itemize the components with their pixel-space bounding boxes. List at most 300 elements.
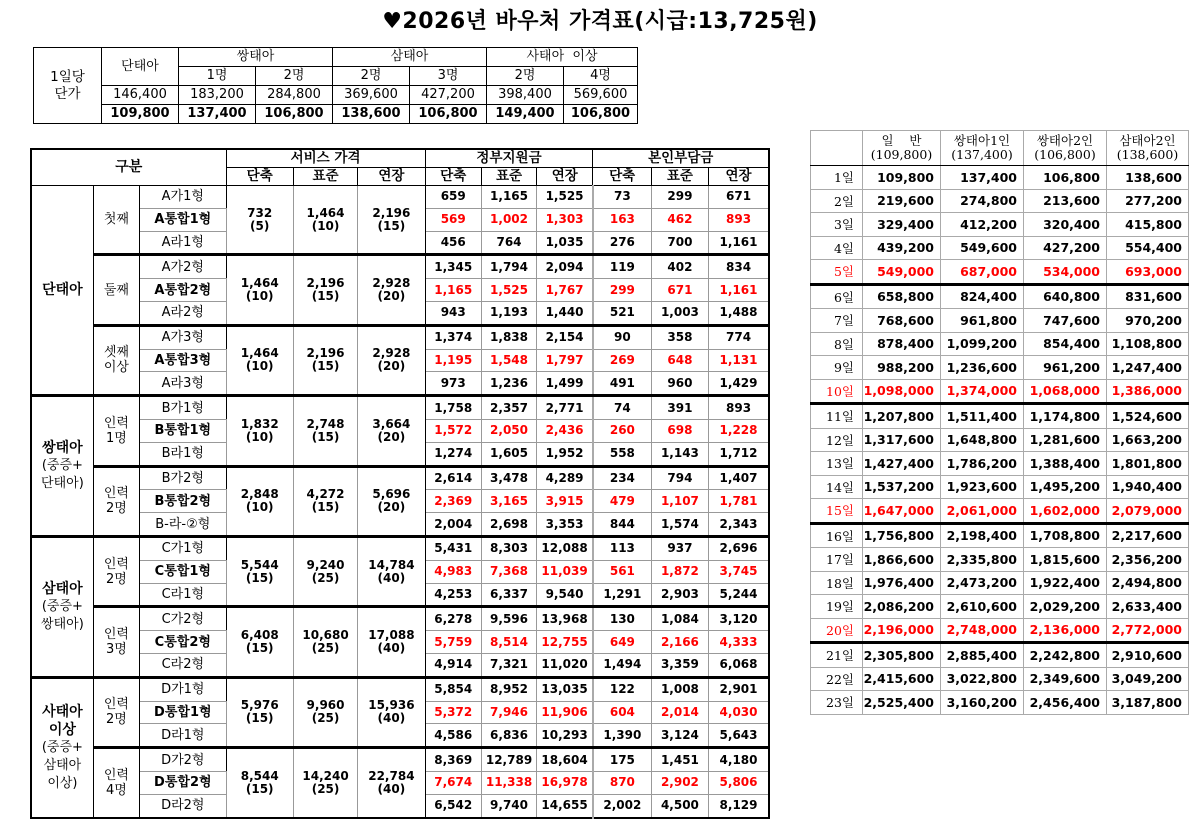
price-amount: 2,196 xyxy=(372,205,411,220)
gov-support-cell: 8,303 xyxy=(481,536,536,560)
cumulative-value: 427,200 xyxy=(1024,236,1107,260)
corner-cell xyxy=(811,131,863,166)
group-sublabel-line: 이상) xyxy=(47,775,78,791)
gov-support-cell: 1,345 xyxy=(425,255,481,279)
header-service-price: 서비스 가격 xyxy=(226,149,425,168)
cumulative-value: 277,200 xyxy=(1107,189,1189,213)
cumulative-value: 747,600 xyxy=(1024,309,1107,333)
gov-support-cell: 2,436 xyxy=(537,419,593,442)
cumulative-value: 687,000 xyxy=(941,260,1024,285)
gov-support-cell: 11,906 xyxy=(537,701,593,724)
day-label: 13일 xyxy=(811,452,863,476)
service-price xyxy=(226,677,293,747)
cumulative-value: 3,160,200 xyxy=(941,691,1024,715)
self-pay-cell: 3,124 xyxy=(651,724,708,748)
table-row xyxy=(31,677,769,701)
column-header-label: 쌍태아2인 xyxy=(1036,133,1094,148)
price-hours: (15) xyxy=(245,781,274,796)
price-cell: 369,600 xyxy=(333,86,410,105)
sub-header: 3명 xyxy=(410,67,487,86)
gov-support-cell: 569 xyxy=(425,208,481,231)
block-label-line: 4명 xyxy=(106,782,127,798)
gov-support-cell: 2,094 xyxy=(537,255,593,279)
service-price xyxy=(226,536,293,606)
gov-support-cell: 13,035 xyxy=(537,677,593,701)
column-header-base: (137,400) xyxy=(951,147,1013,162)
cumulative-value: 824,400 xyxy=(941,284,1024,309)
block-label xyxy=(93,466,139,536)
table-row xyxy=(31,607,769,631)
gov-support-cell: 1,236 xyxy=(481,372,536,396)
gov-support-cell: 8,369 xyxy=(425,748,481,772)
cumulative-value: 1,524,600 xyxy=(1107,404,1189,429)
price-amount: 9,240 xyxy=(306,557,345,572)
price-amount: 15,936 xyxy=(368,698,415,713)
gov-support-cell: 3,165 xyxy=(481,490,536,513)
gov-support-cell: 5,759 xyxy=(425,631,481,654)
group-label xyxy=(31,396,93,537)
cumulative-value: 1,374,000 xyxy=(941,379,1024,404)
gov-support-cell: 1,165 xyxy=(481,186,536,209)
self-pay-cell: 491 xyxy=(593,372,651,396)
service-price xyxy=(226,607,293,677)
self-pay-cell: 1,143 xyxy=(651,442,708,466)
price-amount: 5,544 xyxy=(240,557,279,572)
service-price xyxy=(358,466,425,536)
cumulative-value: 1,663,200 xyxy=(1107,428,1189,452)
self-pay-cell: 1,712 xyxy=(709,442,769,466)
price-hours: (15) xyxy=(245,570,274,585)
self-pay-cell: 1,003 xyxy=(651,301,708,325)
cumulative-value: 640,800 xyxy=(1024,284,1107,309)
col-standard: 표준 xyxy=(651,168,708,186)
gov-support-cell: 10,293 xyxy=(537,724,593,748)
gov-support-cell: 5,854 xyxy=(425,677,481,701)
cumulative-value: 1,648,800 xyxy=(941,428,1024,452)
gov-support-cell: 4,586 xyxy=(425,724,481,748)
price-amount: 17,088 xyxy=(368,628,415,643)
price-row-full xyxy=(34,86,638,105)
service-price xyxy=(358,186,425,255)
price-cell: 138,600 xyxy=(333,105,410,124)
block-label xyxy=(93,607,139,677)
type-name: C라2형 xyxy=(140,653,226,677)
price-hours: (10) xyxy=(245,289,274,304)
block-label-line: 인력 xyxy=(103,627,129,643)
cumulative-value: 1,815,600 xyxy=(1024,548,1107,572)
cumulative-value: 1,281,600 xyxy=(1024,428,1107,452)
service-price xyxy=(293,607,357,677)
self-pay-cell: 90 xyxy=(593,325,651,349)
group-header-quads: 사태아 이상 xyxy=(487,48,638,67)
cumulative-value: 2,335,800 xyxy=(941,548,1024,572)
type-name: A통합2형 xyxy=(140,279,226,302)
block-label xyxy=(93,325,139,395)
self-pay-cell: 3,359 xyxy=(651,653,708,677)
price-amount: 2,928 xyxy=(372,346,411,361)
service-price xyxy=(358,396,425,466)
price-amount: 8,544 xyxy=(240,768,279,783)
table-row xyxy=(811,236,1189,260)
gov-support-cell: 1,193 xyxy=(481,301,536,325)
gov-support-cell: 3,353 xyxy=(537,513,593,537)
cumulative-value: 2,196,000 xyxy=(863,618,941,643)
gov-support-cell: 4,914 xyxy=(425,653,481,677)
cumulative-value: 2,079,000 xyxy=(1107,499,1189,524)
gov-support-cell: 8,514 xyxy=(481,631,536,654)
price-amount: 9,960 xyxy=(306,698,345,713)
self-pay-cell: 700 xyxy=(651,231,708,255)
type-name: B가2형 xyxy=(140,466,226,490)
gov-support-cell: 1,758 xyxy=(425,396,481,420)
gov-support-cell: 13,968 xyxy=(537,607,593,631)
gov-support-cell: 659 xyxy=(425,186,481,209)
gov-support-cell: 764 xyxy=(481,231,536,255)
daily-unit-price-table xyxy=(33,47,638,124)
self-pay-cell: 299 xyxy=(651,186,708,209)
self-pay-cell: 2,166 xyxy=(651,631,708,654)
block-label xyxy=(93,255,139,325)
table-row xyxy=(31,325,769,349)
cumulative-value: 329,400 xyxy=(863,213,941,237)
gov-support-cell: 9,540 xyxy=(537,583,593,607)
gov-support-cell: 11,039 xyxy=(537,560,593,583)
day-label: 19일 xyxy=(811,595,863,619)
service-price xyxy=(293,466,357,536)
column-header xyxy=(941,131,1024,166)
gov-support-cell: 1,303 xyxy=(537,208,593,231)
sub-header: 2명 xyxy=(333,67,410,86)
price-amount: 10,680 xyxy=(302,628,349,643)
group-sublabel-line: (중증+ xyxy=(41,458,83,474)
self-pay-cell: 844 xyxy=(593,513,651,537)
table-row xyxy=(811,691,1189,715)
gov-support-cell: 1,838 xyxy=(481,325,536,349)
self-pay-cell: 175 xyxy=(593,748,651,772)
table-row xyxy=(31,536,769,560)
cumulative-value: 2,633,400 xyxy=(1107,595,1189,619)
self-pay-cell: 2,002 xyxy=(593,794,651,817)
gov-support-cell: 8,952 xyxy=(481,677,536,701)
cumulative-value: 1,207,800 xyxy=(863,404,941,429)
column-header xyxy=(1024,131,1107,166)
table-row xyxy=(811,428,1189,452)
day-label: 14일 xyxy=(811,475,863,499)
gov-support-cell: 1,548 xyxy=(481,349,536,372)
group-header-triplets: 삼태아 xyxy=(333,48,487,67)
table-row xyxy=(31,466,769,490)
self-pay-cell: 1,451 xyxy=(651,748,708,772)
price-hours: (5) xyxy=(250,218,270,233)
table-row xyxy=(811,166,1189,190)
gov-support-cell: 12,789 xyxy=(481,748,536,772)
day-label: 11일 xyxy=(811,404,863,429)
cumulative-value: 549,000 xyxy=(863,260,941,285)
self-pay-cell: 119 xyxy=(593,255,651,279)
cumulative-value: 1,922,400 xyxy=(1024,571,1107,595)
group-label-line: 사태아 xyxy=(42,703,83,720)
block-label-line: 인력 xyxy=(103,486,129,502)
row-label xyxy=(34,48,102,124)
cumulative-value: 2,772,000 xyxy=(1107,618,1189,643)
price-amount: 2,196 xyxy=(306,276,345,291)
table-row xyxy=(811,548,1189,572)
type-name: C통합1형 xyxy=(140,560,226,583)
gov-support-cell: 1,767 xyxy=(537,279,593,302)
cumulative-value: 1,098,000 xyxy=(863,379,941,404)
block-label xyxy=(93,748,139,818)
day-label: 12일 xyxy=(811,428,863,452)
gov-support-cell: 1,274 xyxy=(425,442,481,466)
type-name: A라1형 xyxy=(140,231,226,255)
gov-support-cell: 2,154 xyxy=(537,325,593,349)
day-label: 5일 xyxy=(811,260,863,285)
self-pay-cell: 774 xyxy=(709,325,769,349)
type-name: C가2형 xyxy=(140,607,226,631)
price-hours: (20) xyxy=(377,359,406,374)
cumulative-value: 274,800 xyxy=(941,189,1024,213)
gov-support-cell: 1,440 xyxy=(537,301,593,325)
table-row xyxy=(31,396,769,420)
price-amount: 14,784 xyxy=(368,557,415,572)
self-pay-cell: 4,333 xyxy=(709,631,769,654)
cumulative-value: 1,756,800 xyxy=(863,523,941,548)
day-label: 20일 xyxy=(811,618,863,643)
price-hours: (15) xyxy=(311,429,340,444)
gov-support-cell: 2,614 xyxy=(425,466,481,490)
day-label: 2일 xyxy=(811,189,863,213)
gov-support-cell: 1,605 xyxy=(481,442,536,466)
self-pay-cell: 1,228 xyxy=(709,419,769,442)
self-pay-cell: 893 xyxy=(709,396,769,420)
service-price xyxy=(358,677,425,747)
self-pay-cell: 1,161 xyxy=(709,279,769,302)
cumulative-value: 2,029,200 xyxy=(1024,595,1107,619)
gov-support-cell: 456 xyxy=(425,231,481,255)
column-header xyxy=(1107,131,1189,166)
group-sublabel-line: 쌍태아) xyxy=(41,616,84,632)
group-sublabel-line: 단태아) xyxy=(41,476,84,492)
gov-support-cell: 9,596 xyxy=(481,607,536,631)
price-cell: 569,600 xyxy=(564,86,638,105)
column-header-base: (138,600) xyxy=(1116,147,1179,162)
service-price xyxy=(293,677,357,747)
cumulative-value: 415,800 xyxy=(1107,213,1189,237)
cumulative-value: 138,600 xyxy=(1107,166,1189,190)
self-pay-cell: 649 xyxy=(593,631,651,654)
gov-support-cell: 943 xyxy=(425,301,481,325)
cumulative-value: 439,200 xyxy=(863,236,941,260)
price-amount: 6,408 xyxy=(240,628,279,643)
cumulative-value: 854,400 xyxy=(1024,332,1107,356)
self-pay-cell: 1,291 xyxy=(593,583,651,607)
self-pay-cell: 260 xyxy=(593,419,651,442)
self-pay-cell: 604 xyxy=(593,701,651,724)
cumulative-value: 658,800 xyxy=(863,284,941,309)
gov-support-cell: 6,542 xyxy=(425,794,481,817)
service-price xyxy=(358,536,425,606)
self-pay-cell: 671 xyxy=(709,186,769,209)
group-label-line: 삼태아 xyxy=(42,580,83,597)
price-hours: (40) xyxy=(377,711,406,726)
self-pay-cell: 834 xyxy=(709,255,769,279)
table-row xyxy=(811,213,1189,237)
self-pay-cell: 870 xyxy=(593,771,651,794)
price-amount: 1,464 xyxy=(306,205,345,220)
gov-support-cell: 4,983 xyxy=(425,560,481,583)
cumulative-value: 2,910,600 xyxy=(1107,643,1189,668)
block-label-line: 둘째 xyxy=(103,282,129,298)
self-pay-cell: 8,129 xyxy=(709,794,769,817)
block-label-line: 셋째 xyxy=(103,345,129,361)
self-pay-cell: 698 xyxy=(651,419,708,442)
cumulative-value: 2,456,400 xyxy=(1024,691,1107,715)
price-hours: (20) xyxy=(377,429,406,444)
self-pay-cell: 3,120 xyxy=(709,607,769,631)
price-hours: (15) xyxy=(377,218,406,233)
block-label-line: 인력 xyxy=(103,767,129,783)
cumulative-value: 1,068,000 xyxy=(1024,379,1107,404)
table-row xyxy=(811,595,1189,619)
gov-support-cell: 7,946 xyxy=(481,701,536,724)
price-amount: 732 xyxy=(247,205,273,220)
service-price xyxy=(358,748,425,818)
self-pay-cell: 2,014 xyxy=(651,701,708,724)
service-price xyxy=(293,186,357,255)
type-name: B통합1형 xyxy=(140,419,226,442)
gov-support-cell: 1,572 xyxy=(425,419,481,442)
service-price xyxy=(226,466,293,536)
service-price xyxy=(226,255,293,325)
price-cell: 106,800 xyxy=(410,105,487,124)
day-label: 8일 xyxy=(811,332,863,356)
cumulative-value: 554,400 xyxy=(1107,236,1189,260)
price-cell: 109,800 xyxy=(102,105,179,124)
header-self-pay: 본인부담금 xyxy=(593,149,769,168)
column-header-label: 삼태아2인 xyxy=(1119,133,1176,148)
cumulative-value: 1,976,400 xyxy=(863,571,941,595)
price-amount: 22,784 xyxy=(368,768,415,783)
service-price xyxy=(226,396,293,466)
self-pay-cell: 479 xyxy=(593,490,651,513)
self-pay-cell: 937 xyxy=(651,536,708,560)
col-short: 단축 xyxy=(425,168,481,186)
table-row xyxy=(811,667,1189,691)
service-price xyxy=(226,325,293,395)
table-row xyxy=(811,260,1189,285)
table-row xyxy=(31,748,769,772)
group-header-twins: 쌍태아 xyxy=(179,48,333,67)
cumulative-value: 2,748,000 xyxy=(941,618,1024,643)
cumulative-value: 1,537,200 xyxy=(863,475,941,499)
cumulative-value: 2,525,400 xyxy=(863,691,941,715)
self-pay-cell: 462 xyxy=(651,208,708,231)
self-pay-cell: 1,488 xyxy=(709,301,769,325)
block-label-line: 첫째 xyxy=(103,212,129,228)
self-pay-cell: 1,781 xyxy=(709,490,769,513)
cumulative-value: 106,800 xyxy=(1024,166,1107,190)
group-sublabel-line: (중증+ xyxy=(41,598,83,614)
table-row xyxy=(811,499,1189,524)
sub-header: 4명 xyxy=(564,67,638,86)
price-hours: (10) xyxy=(245,500,274,515)
cumulative-value: 3,022,800 xyxy=(941,667,1024,691)
cumulative-value: 2,610,600 xyxy=(941,595,1024,619)
gov-support-cell: 2,050 xyxy=(481,419,536,442)
price-amount: 3,664 xyxy=(372,416,411,431)
type-name: D통합2형 xyxy=(140,771,226,794)
gov-support-cell: 6,337 xyxy=(481,583,536,607)
cumulative-value: 1,801,800 xyxy=(1107,452,1189,476)
price-hours: (10) xyxy=(311,218,340,233)
cumulative-value: 988,200 xyxy=(863,356,941,380)
self-pay-cell: 4,030 xyxy=(709,701,769,724)
cumulative-value: 2,198,400 xyxy=(941,523,1024,548)
self-pay-cell: 130 xyxy=(593,607,651,631)
table-row xyxy=(811,571,1189,595)
self-pay-cell: 1,131 xyxy=(709,349,769,372)
self-pay-cell: 2,343 xyxy=(709,513,769,537)
col-short: 단축 xyxy=(226,168,293,186)
self-pay-cell: 2,901 xyxy=(709,677,769,701)
day-label: 23일 xyxy=(811,691,863,715)
price-amount: 5,696 xyxy=(372,487,411,502)
type-name: A가1형 xyxy=(140,186,226,209)
price-cell: 284,800 xyxy=(256,86,333,105)
price-hours: (25) xyxy=(311,641,340,656)
voucher-price-table xyxy=(30,148,770,819)
cumulative-price-table xyxy=(810,130,1189,715)
block-label-line: 2명 xyxy=(106,501,127,517)
block-label xyxy=(93,536,139,606)
price-hours: (40) xyxy=(377,570,406,585)
price-hours: (15) xyxy=(311,359,340,374)
day-label: 3일 xyxy=(811,213,863,237)
service-price xyxy=(293,748,357,818)
cumulative-value: 1,427,400 xyxy=(863,452,941,476)
table-row xyxy=(811,523,1189,548)
table-row xyxy=(811,309,1189,333)
table-row xyxy=(811,475,1189,499)
price-hours: (10) xyxy=(245,359,274,374)
gov-support-cell: 12,755 xyxy=(537,631,593,654)
table-row xyxy=(811,332,1189,356)
self-pay-cell: 521 xyxy=(593,301,651,325)
day-label: 17일 xyxy=(811,548,863,572)
self-pay-cell: 5,643 xyxy=(709,724,769,748)
col-standard: 표준 xyxy=(481,168,536,186)
type-name: C가1형 xyxy=(140,536,226,560)
service-price xyxy=(293,396,357,466)
group-label xyxy=(31,536,93,677)
gov-support-cell: 1,797 xyxy=(537,349,593,372)
cumulative-value: 1,866,600 xyxy=(863,548,941,572)
block-label xyxy=(93,186,139,255)
gov-support-cell: 2,771 xyxy=(537,396,593,420)
cumulative-value: 2,217,600 xyxy=(1107,523,1189,548)
column-header xyxy=(863,131,941,166)
price-hours: (10) xyxy=(245,429,274,444)
gov-support-cell: 14,655 xyxy=(537,794,593,817)
type-name: B통합2형 xyxy=(140,490,226,513)
block-label-line: 1명 xyxy=(106,430,127,446)
column-header-label: 일 반 xyxy=(881,133,922,148)
day-label: 21일 xyxy=(811,643,863,668)
gov-support-cell: 5,431 xyxy=(425,536,481,560)
type-name: B-라-②형 xyxy=(140,513,226,537)
column-header-base: (109,800) xyxy=(870,147,933,162)
cumulative-value: 693,000 xyxy=(1107,260,1189,285)
